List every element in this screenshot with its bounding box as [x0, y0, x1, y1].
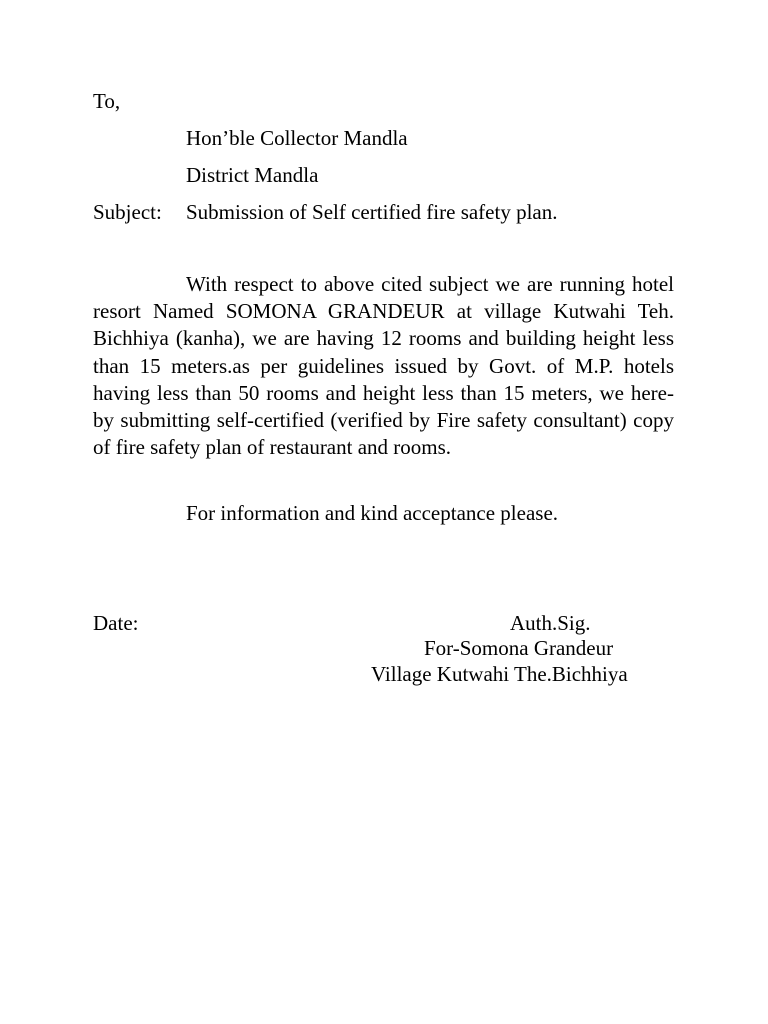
- signature-org: For-Somona Grandeur: [424, 636, 614, 660]
- recipient-district: District Mandla: [186, 163, 319, 187]
- salutation: To,: [93, 89, 121, 113]
- signature-address: Village Kutwahi The.Bichhiya: [371, 662, 628, 686]
- recipient-title: Hon’ble Collector Mandla: [186, 126, 408, 150]
- subject-text: Submission of Self certified fire safety plan.: [186, 200, 558, 224]
- body-paragraph: With respect to above cited subject we are running hotel resort Named SOMONA GRANDEUR at village Kutwahi Teh. Bichhiya (kanha), we are having 12 rooms and building height less than 15 meters.as per guidelines issued by Govt. of M.P. hotels having less than 50 rooms and height less than 15 meters, we here-by submitting self-certified (verified by Fire safety consultant) copy of fire safety plan of restaurant and rooms.: [93, 272, 674, 460]
- subject-label: Subject:: [93, 200, 162, 224]
- signature-auth: Auth.Sig.: [510, 611, 591, 635]
- date-label: Date:: [93, 611, 139, 635]
- closing-line: For information and kind acceptance please.: [186, 501, 559, 525]
